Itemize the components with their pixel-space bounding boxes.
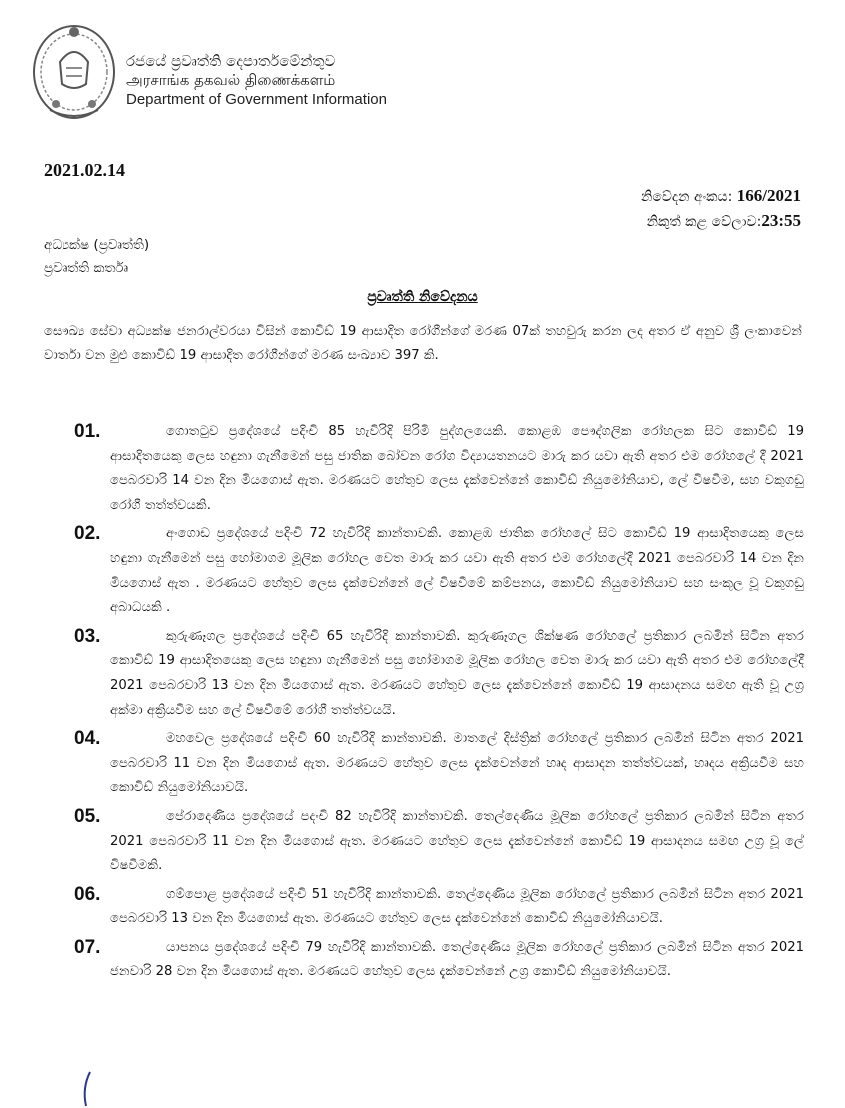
item-text: යාපනය ප්‍රදේශයේ පදිංචි 79 හැවිරිදි කාන්තාවකි. තෙල්දෙණිය මූලික රෝහලේ ප්‍රතිකාර ලබමින් සිටින අතර 2021 ජනවාරි 28 වන දින මියගොස් ඇත. මරණයට හේතුව ලෙස දැක්වෙන්නේ උග්‍ර කොවිඩ් නියුමෝනියාවයි.: [110, 939, 804, 980]
list-item: [74, 936, 804, 985]
item-number: 06.: [74, 883, 101, 905]
org-name-english: Department of Government Information: [126, 91, 387, 108]
author-line-1: අධ්‍යක්ෂ (ප්‍රවෘත්ති): [44, 237, 150, 253]
item-number: 04.: [74, 728, 101, 750]
list-item: [74, 420, 804, 518]
list-item: [74, 805, 804, 879]
item-text: පේරාදෙණිය ප්‍රදේශයේ පදංචි 82 හැවිරිදි කාන්තාවකි. තෙල්දෙණිය මූලික රෝහලේ ප්‍රතිකාර ලබමින් සිටින අතර 2021 පෙබරවාරි 11 වන දින මියගොස් ඇත. මරණයට හේතුව ලෙස දැක්වෙන්නේ කොවිඩ් 19 ආසාදනය සමඟ උග්‍ර වූ ලේ විෂවීමකි.: [110, 808, 804, 874]
intro-paragraph: සෞඛ්‍ය සේවා අධ්‍යක්ෂ ජනරාල්වරයා විසින් කොවිඩ් 19 ආසාදිත රෝගීන්ගේ මරණ 07ක් තහවුරු කරන ලද අතර ඒ අනුව ශ්‍රී ලංකාවෙන් වාර්තා වන මුළු කොවිඩ් 19 ආසාදිත රෝගීන්ගේ මරණ සංඛ්‍යාව 397 කි.: [44, 324, 802, 363]
item-number: 05.: [74, 805, 101, 827]
release-time: 23:55: [761, 211, 801, 230]
release-number-label: නිවේදන අංකය:: [640, 189, 733, 205]
author-block: [44, 234, 149, 280]
item-text: ගම්පොළ ප්‍රදේශයේ පදිංචි 51 හැවිරිදි කාන්තාවකි. තෙල්දෙණිය මූලික රෝහලේ ප්‍රතිකාර ලබමින් සිටින අතර 2021 පෙබරවාරි 13 වන දින මියගොස් ඇත. මරණයට හේතුව ලෙස දැක්වෙන්නේ කොවිඩ් නියුමෝනියාවයි.: [110, 886, 804, 927]
list-item: [74, 727, 804, 801]
list-item: [74, 883, 804, 932]
item-text: ගොතටුව ප්‍රදේශයේ පදිංචි 85 හැවිරිදි පිරිමි පුද්ගලයෙකි. කොළඹ පෞද්ගලික රෝහලක සිට කොවිඩ් 19 ආසාදිතයෙකු ලෙස හඳුනා ගැනීමෙන් පසු ජාතික බෝවන රෝග විද්‍යායතනයට මාරු කර යවා ඇති අතර එම රෝහලේ දී 2021 පෙබරවාරි 14 වන දින මියගොස් ඇත. මරණයට හේතුව ලෙස දැක්වෙන්නේ කොවිඩ් නියුමෝනියාව, ලේ විෂවීම, සහ වකුගඩු රෝගී තත්ත්වයකි.: [110, 424, 804, 513]
org-name-sinhala: රජයේ ප්‍රවෘත්ති දෙපාර්තමේන්තුව: [126, 52, 336, 70]
item-text: මහවෙල ප්‍රදේශයේ පදිංචි 60 හැවිරිදි කාන්තාවකි. මාතලේ දිස්ත්‍රික් රෝහලේ ප්‍රතිකාර ලබමින් සිටින අතර 2021 පෙබරවාරි 11 වන දින මියගොස් ඇත. මරණයට හේතුව ලෙස දැක්වෙන්නේ හෘද ආසාදන තත්ත්වයක්, හෘදය අක්‍රියවීම සහ කොවිඩ් නියුමෝනියාවයි.: [110, 731, 804, 796]
document-date: 2021.02.14: [44, 160, 125, 180]
pen-mark-icon: [80, 1070, 94, 1108]
item-text: අංගොඩ ප්‍රදේශයේ පදිංචි 72 හැවිරිදි කාන්තාවකි. කොළඹ ජාතික රෝහලේ සිට කොවිඩ් 19 ආසාදිතයෙකු ලෙස හඳුනා ගැනීමෙන් පසු හෝමාගම මූලික රෝහල වෙත මාරු කර යවා ඇති අතර එම රෝහලේදී 2021 පෙබරවාරි 14 වන දින මියගොස් ඇත . මරණයට හේතුව ලෙස දැක්වෙන්නේ ලේ විෂවීමේ කම්පනය, කොවිඩ් නියුමෝනියාව සහ සංකූල වූ වකුගඩු අබාධයකි .: [110, 526, 804, 616]
government-emblem-icon: [30, 22, 118, 122]
death-case-list: [74, 420, 804, 989]
release-number: 166/2021: [736, 186, 801, 205]
release-info: [641, 184, 801, 234]
org-name-tamil: அரசாங்க தகவல் திணைக்களம்: [126, 71, 336, 89]
document-title-text: ප්‍රවෘත්ති නිවේදනය: [367, 289, 478, 305]
release-time-label: නිකුත් කළ වේලාව:: [646, 214, 762, 230]
item-text: කුරුණෑගල ප්‍රදේශයේ පදිංචි 65 හැවිරිදි කාන්තාවකි. කුරුණෑගල ශික්ෂණ රෝහලේ ප්‍රතිකාර ලබමින් සිටින අතර කොවිඩ් 19 ආසාදිතයෙකු ලෙස හඳුනා ගැනීමෙන් පසු හෝමාගම මූලික රෝහල වෙත මාරු කර යවා ඇති අතර එම රෝහලේදී 2021 පෙබරවාරි 13 වන දින මියගොස් ඇත. මරණයට හේතුව ලෙස දැක්වෙන්නේ කොවිඩ් 19 ආසාදනය සමඟ ඇති වූ උග්‍ර අක්මා අක්‍රියවීම සහ ලේ විෂවීමේ රෝගී තත්ත්වයයි.: [110, 628, 804, 718]
item-number: 03.: [74, 625, 101, 647]
item-number: 02.: [74, 523, 101, 545]
item-number: 07.: [74, 936, 101, 958]
item-number: 01.: [74, 421, 101, 442]
author-line-2: ප්‍රවෘත්ති කර්තෘ: [44, 260, 129, 276]
list-item: [74, 522, 804, 620]
document-title: [0, 286, 845, 305]
list-item: [74, 625, 804, 723]
letterhead: [30, 22, 510, 132]
